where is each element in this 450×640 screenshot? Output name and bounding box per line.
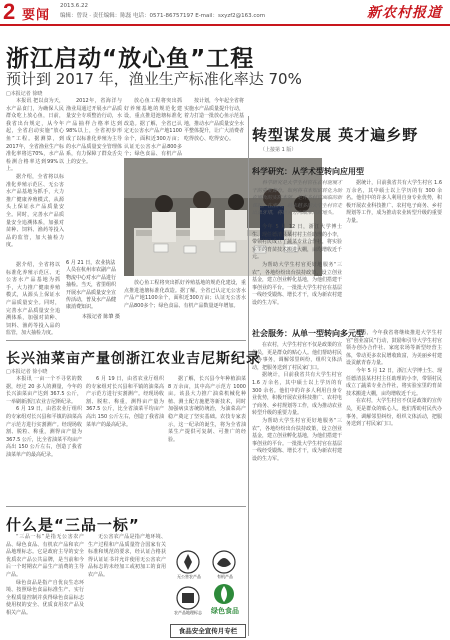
- feature-paragraph: 据悉，今年我省将继续推进大学生村官“创业富民”行动，鼓励和引导大学生村官领办创办合作社、家庭农场等新型经营主体，带动更多农民增收致富，为美丽乡村建设贡献青春力量。: [346, 330, 442, 367]
- story-2-paragraph: 本报讯 一亩一个不寻常的数据，经过 20 多人的测量，今年的长兴油菜亩产达到 367.5 公斤，一举刷新浙江农业吉尼斯纪录。: [6, 376, 82, 405]
- story-2-col-2: [86, 376, 164, 500]
- feature-paragraph: 据统计，目前我省共有大学生村官 1.6 万余名，其中硕士以上学历的有 300 余名。他们中的许多人利用自身专业优势，积极开展农业科技推广、农村电子商务、乡村规划等工作，成为推动农业转型升级的重要力量。: [346, 180, 442, 224]
- lead-subheadline: 预计到 2017 年，渔业生产标准化率达 70%: [6, 70, 302, 88]
- lead-byline: □本报记者 徐晓: [6, 91, 43, 97]
- feature-body-col-2: [346, 180, 442, 326]
- feature-title: 转型谋发展 英才遍乡野: [252, 126, 419, 144]
- story-2-paragraph: 6 月 19 日，由省农业厅组织的专家组对长兴县和平镇的油菜高产示范方进行实割测产。经现场收割、脱粒、称重，测得亩产量为 367.5 公斤，比全省油菜平均亩产高出 150 公斤左右，创造了我省油菜单产的最高纪录。: [86, 376, 164, 428]
- photo-caption-text: 6 月 21 日，农业执法人员在杭州市农副产品物流中心对水产品进行抽检。当天，省里组织开展水产品质量安全宣传活动，普及水产品健康消费知识。: [66, 260, 117, 311]
- lead-body-col-4: [184, 98, 244, 156]
- editor-contact: 编辑：曾设 · 责任编辑：陈磊 电话：0571-86757197 E-mail：sxyzf2@163.com: [60, 13, 266, 19]
- page-number: 2: [3, 0, 16, 24]
- section-name: 要闻: [22, 8, 51, 23]
- photo-credit: 本报记者 陈肇 摄: [81, 313, 120, 320]
- photo-caption: [66, 260, 120, 336]
- logo-label: 有机产品: [217, 574, 233, 579]
- lead-paragraph: 据介绍，全省将以标准化养殖示范区、无公害水产品基地为抓手，大力推广健康养殖模式，从源头上保证水产品质量安全。同时，完善水产品质量安全追溯体系，加强对苗种、饲料、渔药等投入品的监管，加大抽检力度。: [6, 262, 60, 337]
- lead-paragraph: 放心鱼工程将突出抓好养殖基地的规范化建设，重点推进池塘标准化改造。据了解，全省已认定无公害水产品产地1100余个，面积近300万亩；认证无公害水产品800多个；绿色食品、有机产品数量逐年增加。: [124, 280, 246, 309]
- story-2-title: 长兴油菜亩产量创浙江农业吉尼斯纪录: [6, 351, 261, 367]
- feature-paragraph: 在农村，大学生村官不仅是政策的宣传员，更是群众的贴心人。他们帮助村民代办事务，调解邻里纠纷，组织文体活动，把服务送到了村民家门口。: [252, 342, 343, 371]
- feature-paragraph: 今年 5 月 12 日，浙江大学博士生、现任德清县某村村主任助理的小李，带领村民成立了蔬菜专业合作社，将实验室里的育苗技术搬进大棚，亩均增收近千元。: [252, 224, 343, 261]
- story-3-paragraph: 绿色食品是指产自优良生态环境、按照绿色食品标准生产、实行全程质量控制并获得绿色食品标志使用权的安全、优质食用农产品及相关产品。: [6, 579, 84, 616]
- story-3-col-2: [88, 534, 166, 636]
- lead-body-col-2: [66, 98, 122, 260]
- feature-byline: （上接第 1 版）: [260, 147, 297, 153]
- feature-body-col-4: [346, 330, 442, 634]
- feature-section-2-title: 社会服务：从单一型转向多元型: [252, 329, 364, 338]
- logo-label: 农产品地理标志: [174, 610, 202, 615]
- newspaper-masthead: 新农村报道: [367, 5, 442, 21]
- story-2-paragraph: 据了解，长兴县今年种植油菜 8 万余亩，其中高产示范方 1000 亩。该县大力推广油菜机械化种植、测土配方施肥等新技术，同时加强病虫害统防统治，为油菜高产稳产奠定了坚实基础。农技专家表示，这一纪录的诞生，将为全省油菜生产提供可复制、可推广的经验。: [168, 376, 246, 443]
- story-2-paragraph: 6 月 19 日，由省农业厅组织的专家组对长兴县和平镇的油菜高产示范方进行实割测产。经现场收割、脱粒、称重，测得亩产量为 367.5 公斤，比全省油菜平均亩产高出 150 公斤左右，创造了我省油菜单产的最高纪录。: [6, 406, 82, 458]
- feature-paragraph: 据统计，目前我省共有大学生村官 1.6 万余名，其中硕士以上学历的有 300 余名。他们中的许多人利用自身专业优势，积极开展农业科技推广、农村电子商务、乡村规划等工作，成为推动农业转型升级的重要力量。: [252, 372, 343, 417]
- feature-paragraph: 今年 5 月 12 日，浙江大学博士生、现任德清县某村村主任助理的小李，带领村民成立了蔬菜专业合作社，将实验室里的育苗技术搬进大棚，亩均增收近千元。: [346, 367, 442, 397]
- feature-intro-text: 科学研究是大学生村官在农村施展才干的重要舞台。如何将书本知识转化为助农增收的实际本领，是许多村官面临的新课题。在浙江，越来越多的大学生村官走出象牙塔，将研究方向瞄准田间地头。: [252, 180, 343, 217]
- lead-paragraph: 本报讯 把以食为天，水产品食门，为确保人民群众吃上放心鱼，日前，我省出台规定，从今年起，全省启动实施“放心鱼”工程。据测算，到2017年，全省渔业生产标准化率将达70%，水产品检测合格率达到99%以上。: [6, 98, 64, 173]
- feature-body-col-3: [252, 342, 342, 634]
- feature-body-col-1: [252, 224, 342, 326]
- lead-paragraph: 2012年，省海洋与渔业局通过开展水产品质量安全专项整治行动，水产品抽样合格率达到98%以上，全省初步形成了以标准化养殖为主导的水产品质量安全管理体系，有力保障了群众舌尖上的安全。: [66, 98, 122, 165]
- feature-paragraph: 在农村，大学生村官不仅是政策的宣传员，更是群众的贴心人。他们帮助村民代办事务，调解邻里纠纷，组织文体活动，把服务送到了村民家门口。: [346, 398, 442, 428]
- page-header: [0, 0, 450, 27]
- lead-paragraph: 放心鱼工程将突出抓好养殖基地的规范化建设，重点推进池塘标准化改造。据了解，全省已认定无公害水产品产地1100余个，面积近300万亩；认证无公害水产品800多个；绿色食品、有机产品: [124, 98, 182, 158]
- food-safety-badge: 食品安全宣传月专栏: [170, 624, 246, 638]
- lead-body-col-3: [124, 98, 182, 156]
- lead-body-continued: [124, 280, 246, 338]
- section-divider: [6, 506, 246, 507]
- lead-body-col-1b: [6, 262, 60, 340]
- section-divider: [6, 340, 246, 341]
- feature-paragraph: 为帮助大学生村官更好地服务“三农”，各地纷纷出台扶持政策，设立创业基金，建立创业孵化基地，为他们搭建干事创业的平台。一批批大学生村官在基层一线经受锻炼、增长才干，成为新农村建设的生力军。: [252, 417, 343, 462]
- issue-date: 2013.6.22: [60, 3, 88, 9]
- column-divider: [248, 116, 249, 636]
- story-3-paragraph: “三品一标”是指无公害农产品、绿色食品、有机农产品和农产品地理标志。它是政府主导的安全优质农产品公共品牌，是当前和今后一个时期农产品生产消费的主导产品。: [6, 534, 84, 578]
- story-2-byline: □本报记者 徐小晓: [6, 369, 48, 375]
- story-2-col-3: [168, 376, 246, 500]
- header-rule: [0, 24, 450, 26]
- lead-paragraph: 据介绍，全省将以标准化养殖示范区、无公害水产品基地为抓手，大力推广健康养殖模式，从源头上保证水产品质量安全。同时，完善水产品质量安全追溯体系，加强对苗种、饲料、渔药等投入品的监管，加大抽检力度。: [6, 173, 64, 249]
- logo-label: 无公害农产品: [177, 574, 201, 579]
- lead-paragraph: 按计划，今年起全省将实施水产品质量提升行动，着力打造一批放心鱼示范基地，推动水产品质量安全水平整体提升，让广大消费者吃得放心、吃得安心。: [184, 98, 245, 142]
- feature-section-1-title: 科学研究：从学术型转向应用型: [252, 167, 364, 176]
- feature-paragraph: 为帮助大学生村官更好地服务“三农”，各地纷纷出台扶持政策，设立创业基金，建立创业孵化基地，为他们搭建干事创业的平台。一批批大学生村官在基层一线经受锻炼、增长才干，成为新农村建设的生力军。: [252, 261, 343, 306]
- lead-body-col-1: [6, 98, 64, 260]
- logo-label: 绿色食品: [211, 607, 239, 615]
- story-3-col-1: [6, 534, 84, 636]
- story-3-paragraph: 无公害农产品是指产地环境、生产过程和产品质量符合国家有关标准和规范的要求，经认证合格获得认证证书并允许使用无公害农产品标志的未经加工或初加工的食用农产品。: [88, 534, 166, 578]
- lead-headline: 浙江启动“放心鱼”工程: [6, 46, 255, 72]
- story-3-title: 什么是“三品一标”: [6, 516, 140, 534]
- story-2-col-1: [6, 376, 82, 500]
